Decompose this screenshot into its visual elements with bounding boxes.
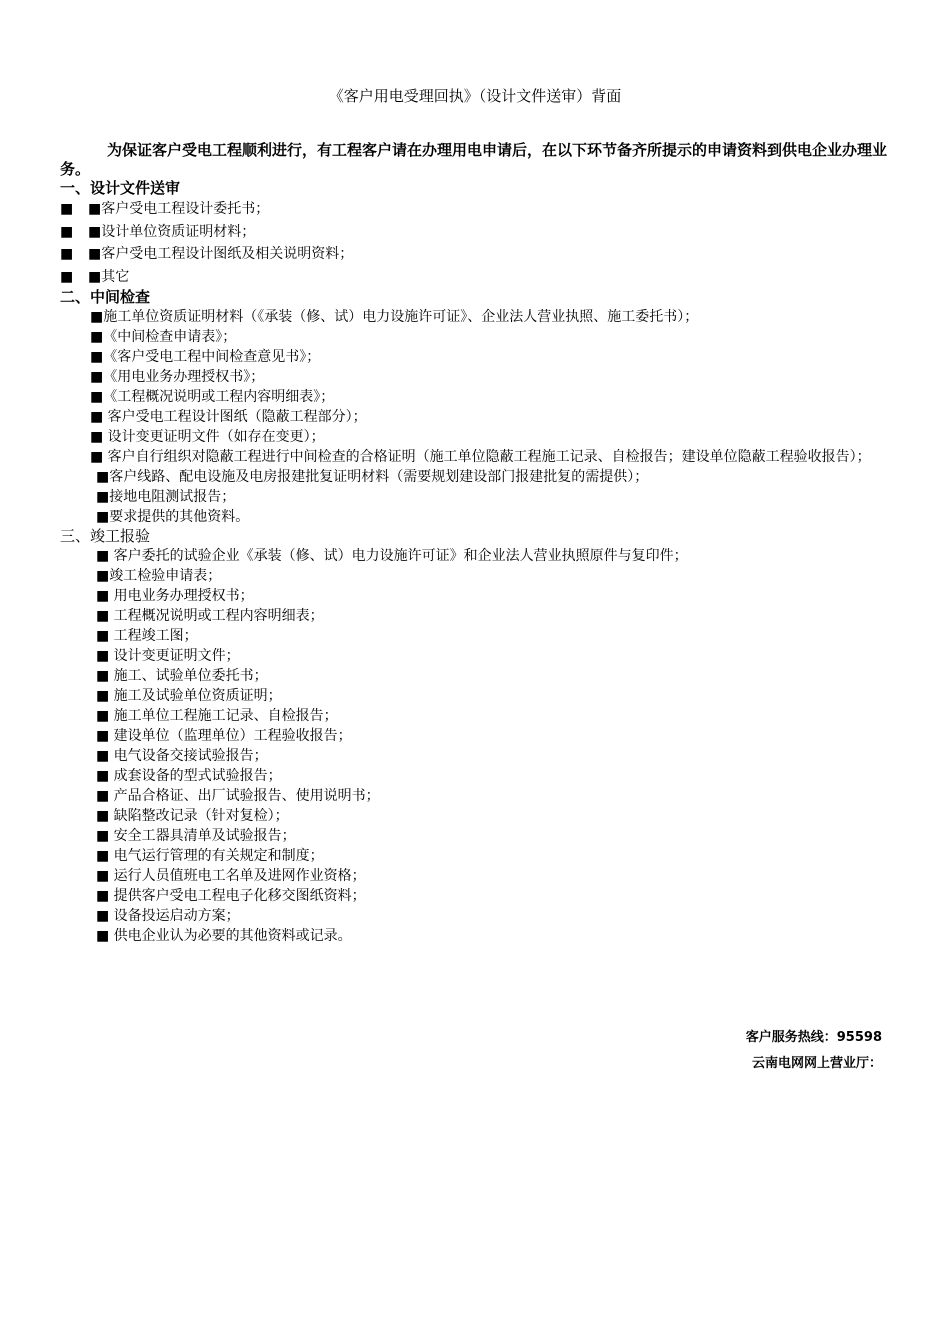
list-item: ■ 设计变更证明文件（如存在变更）； <box>90 429 325 445</box>
intro-paragraph: 为保证客户受电工程顺利进行，有工程客户请在办理用电申请后，在以下环节备齐所提示的申请资料到供电企业办理业务。 <box>60 141 888 178</box>
list-item: ■ 安全工器具清单及试验报告； <box>96 828 296 844</box>
list-item: ■ ■其它 <box>60 268 130 285</box>
list-item: ■ 工程竣工图； <box>96 628 198 644</box>
list-item: ■ 客户委托的试验企业《承装（修、试）电力设施许可证》和企业法人营业执照原件与复印件； <box>96 548 688 564</box>
list-item: ■ 客户自行组织对隐蔽工程进行中间检查的合格证明（施工单位隐蔽工程施工记录、自检报告；建设单位隐蔽工程验收报告）； <box>90 449 871 465</box>
list-item: ■ ■客户受电工程设计图纸及相关说明资料； <box>60 246 354 262</box>
list-item: ■ 电气设备交接试验报告； <box>96 748 268 764</box>
list-item: ■ 施工、试验单位委托书； <box>96 668 268 684</box>
section-heading: 一、设计文件送审 <box>60 179 181 197</box>
list-item: ■ 电气运行管理的有关规定和制度； <box>96 848 324 864</box>
list-item: ■ 客户受电工程设计图纸（隐蔽工程部分）； <box>90 409 367 425</box>
list-item: ■ 提供客户受电工程电子化移交图纸资料； <box>96 888 366 904</box>
document-body <box>60 141 890 946</box>
list-item: ■ 设计变更证明文件； <box>96 648 240 664</box>
list-item: ■ 供电企业认为必要的其他资料或记录。 <box>96 928 352 944</box>
list-item: ■ ■设计单位资质证明材料； <box>60 223 256 240</box>
document-title: 《客户用电受理回执》（设计文件送审）背面 <box>328 87 622 105</box>
list-item: ■客户线路、配电设施及电房报建批复证明材料（需要规划建设部门报建批复的需提供）； <box>96 469 649 485</box>
list-item: ■ 用电业务办理授权书； <box>96 588 254 604</box>
list-item: ■施工单位资质证明材料（《承装（修、试）电力设施许可证》、企业法人营业执照、施工委托书）； <box>90 309 699 325</box>
section-heading: 三、竣工报验 <box>60 527 151 545</box>
list-item: ■ ■客户受电工程设计委托书； <box>60 201 270 217</box>
list-item: ■ 施工及试验单位资质证明； <box>96 688 282 704</box>
list-item: ■ 成套设备的型式试验报告； <box>96 768 282 784</box>
list-item: ■ 施工单位工程施工记录、自检报告； <box>96 708 338 724</box>
list-item: ■ 设备投运启动方案； <box>96 908 240 924</box>
list-item: ■ 产品合格证、出厂试验报告、使用说明书； <box>96 788 380 804</box>
list-item: ■《中间检查申请表》； <box>90 329 237 345</box>
section-midterm-inspection <box>60 288 890 527</box>
list-item: ■ 运行人员值班电工名单及进网作业资格； <box>96 868 366 884</box>
list-item: ■要求提供的其他资料。 <box>96 509 250 525</box>
list-item: ■《客户受电工程中间检查意见书》； <box>90 349 321 365</box>
section-completion-inspection <box>60 527 890 946</box>
service-hotline: 客户服务热线：95598 <box>745 1030 882 1045</box>
list-item: ■ 建设单位（监理单位）工程验收报告； <box>96 728 352 744</box>
list-item: ■竣工检验申请表； <box>96 568 222 584</box>
list-item: ■ 工程概况说明或工程内容明细表； <box>96 608 324 624</box>
section-design-review <box>60 179 890 288</box>
section-heading: 二、中间检查 <box>60 288 151 306</box>
online-service-hall: 云南电网网上营业厅： <box>751 1056 882 1071</box>
list-item: ■《用电业务办理授权书》； <box>90 369 265 385</box>
list-item: ■ 缺陷整改记录（针对复检）； <box>96 808 289 824</box>
list-item: ■《工程概况说明或工程内容明细表》； <box>90 389 335 405</box>
list-item: ■接地电阻测试报告； <box>96 489 236 505</box>
